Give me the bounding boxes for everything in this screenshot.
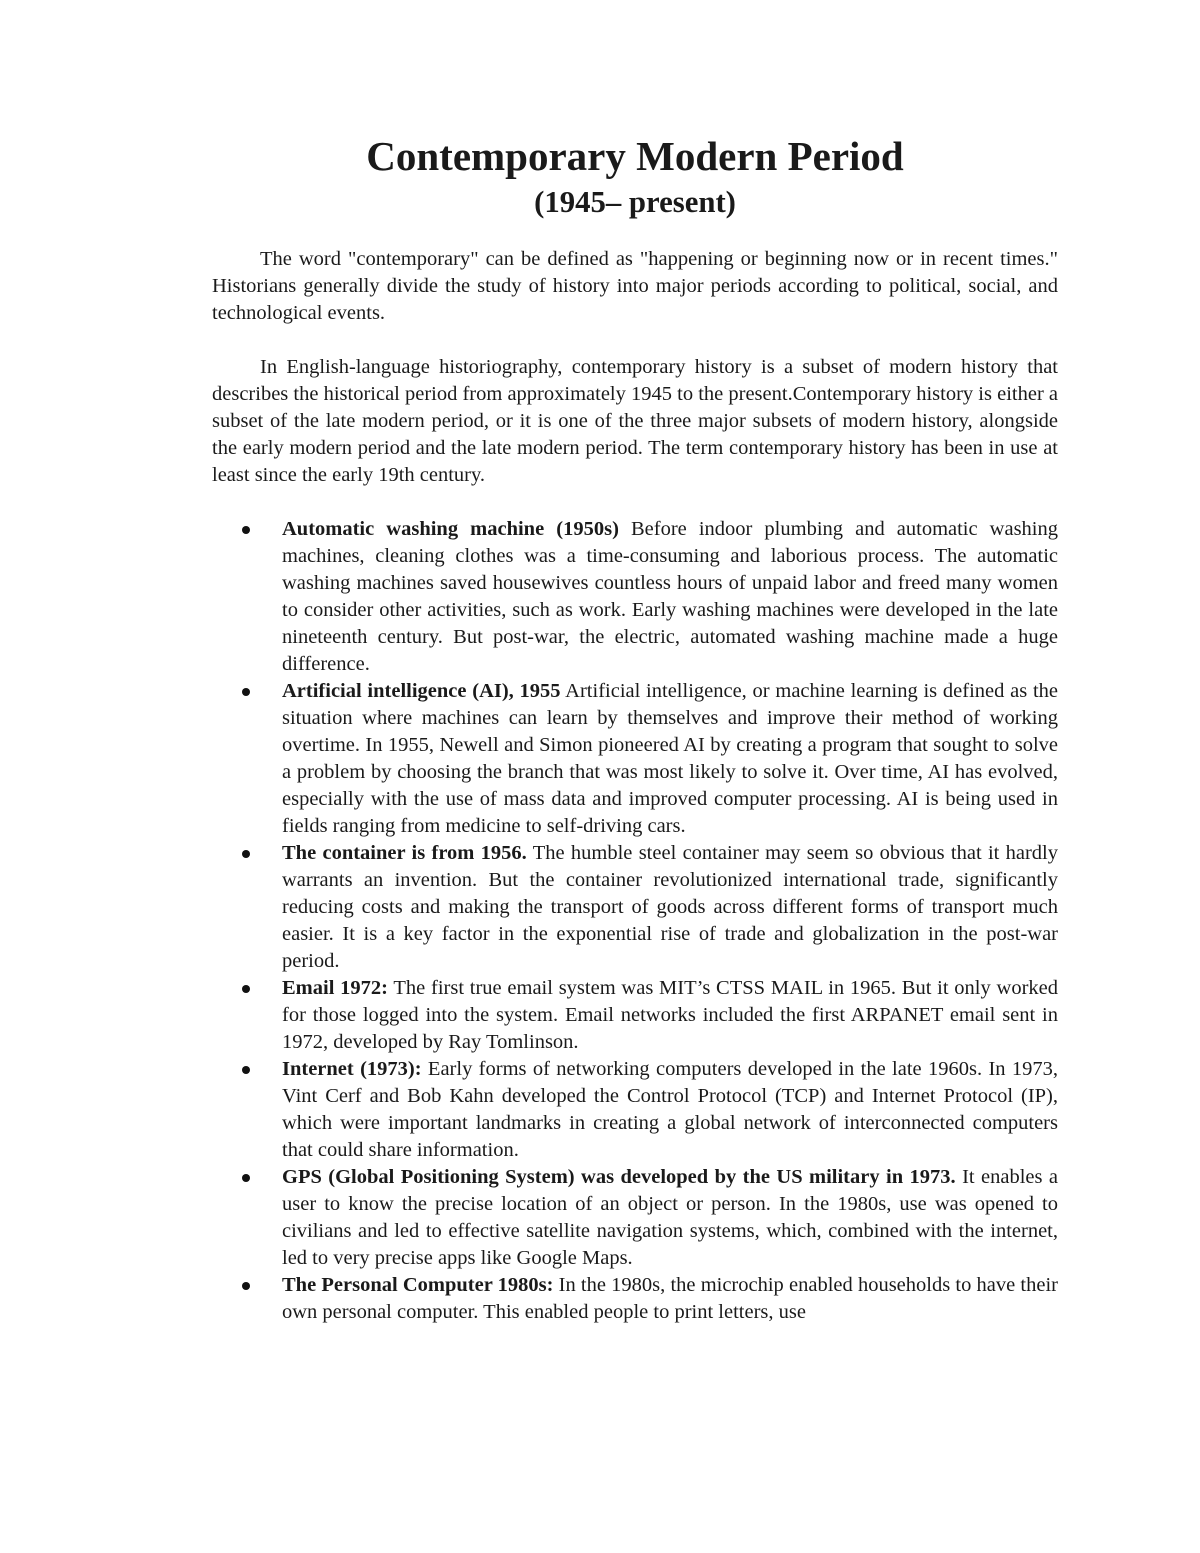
list-item-personal-computer — [282, 1272, 1058, 1326]
bullet-icon — [242, 850, 250, 858]
item-text: It enables a user to know the precise location of an object or person. In the 1980s, use was opened to civilians and led to effective satellite navigation systems, which, combined with the internet, led to very precise apps like Google Maps. — [282, 1166, 1058, 1269]
item-lead: The Personal Computer 1980s: — [282, 1274, 554, 1296]
item-text: The first true email system was MIT’s CTSS MAIL in 1965. But it only worked for those logged into the system. Email networks included the first ARPANET email sent in 1972, developed by Ray Tomlinson. — [282, 977, 1058, 1053]
item-text: Before indoor plumbing and automatic washing machines, cleaning clothes was a time-consuming and laborious process. The automatic washing machines saved housewives countless hours of unpaid labor and freed many women to consider other activities, such as work. Early washing machines were developed in the late nineteenth century. But post-war, the electric, automated washing machine made a huge difference. — [282, 518, 1059, 675]
item-text: Early forms of networking computers developed in the late 1960s. In 1973, Vint Cerf and Bob Kahn developed the Control Protocol (TCP) and Internet Protocol (IP), which were important landmarks in creating a global network of interconnected computers that could share information. — [282, 1058, 1059, 1161]
item-text: The humble steel container may seem so obvious that it hardly warrants an invention. But the container revolutionized international trade, significantly reducing costs and making the transport of goods across different forms of transport much easier. It is a key factor in the exponential rise of trade and globalization in the post-war period. — [282, 842, 1059, 972]
bullet-icon — [242, 1066, 250, 1074]
list-item-email — [282, 975, 1058, 1056]
list-item-internet — [282, 1056, 1058, 1164]
list-item-washing-machine — [282, 516, 1058, 678]
item-lead: Automatic washing machine (1950s) — [282, 518, 619, 540]
bullet-icon — [242, 985, 250, 993]
inventions-list — [212, 516, 1058, 1326]
list-item-artificial-intelligence — [282, 678, 1058, 840]
document-title: Contemporary Modern Period — [366, 133, 904, 179]
item-text: Artificial intelligence, or machine learning is defined as the situation where machines can learn by themselves and improve their method of working overtime. In 1955, Newell and Simon pioneered AI by creating a program that sought to solve a problem by choosing the branch that was most likely to solve it. Over time, AI has evolved, especially with the use of mass data and improved computer processing. AI is being used in fields ranging from medicine to self-driving cars. — [282, 680, 1058, 837]
list-item-container — [282, 840, 1058, 975]
list-item-gps — [282, 1164, 1058, 1272]
historiography-paragraph: In English-language historiography, contemporary history is a subset of modern history that describes the historical period from approximately 1945 to the present.Contemporary history is either a subset of the late modern period, or it is one of the three major subsets of modern history, alongside the early modern period and the late modern period. The term contemporary history has been in use at least since the early 19th century. — [212, 356, 1058, 486]
item-lead: GPS (Global Positioning System) was developed by the US military in 1973. — [282, 1166, 956, 1188]
bullet-icon — [242, 526, 250, 534]
bullet-icon — [242, 1282, 250, 1290]
item-lead: Artificial intelligence (AI), 1955 — [282, 680, 561, 702]
document-subtitle: (1945– present) — [534, 185, 736, 219]
document-page — [212, 133, 1059, 1326]
intro-paragraph: The word "contemporary" can be defined as "happening or beginning now or in recent times." Historians generally divide the study of history into major periods according to political, social, and technological events. — [212, 248, 1058, 324]
bullet-icon — [242, 1174, 250, 1182]
item-lead: The container is from 1956. — [282, 842, 527, 864]
bullet-icon — [242, 688, 250, 696]
item-lead: Internet (1973): — [282, 1058, 422, 1080]
item-lead: Email 1972: — [282, 977, 388, 999]
item-text: In the 1980s, the microchip enabled households to have their own personal computer. This enabled people to print letters, use — [282, 1274, 1058, 1323]
